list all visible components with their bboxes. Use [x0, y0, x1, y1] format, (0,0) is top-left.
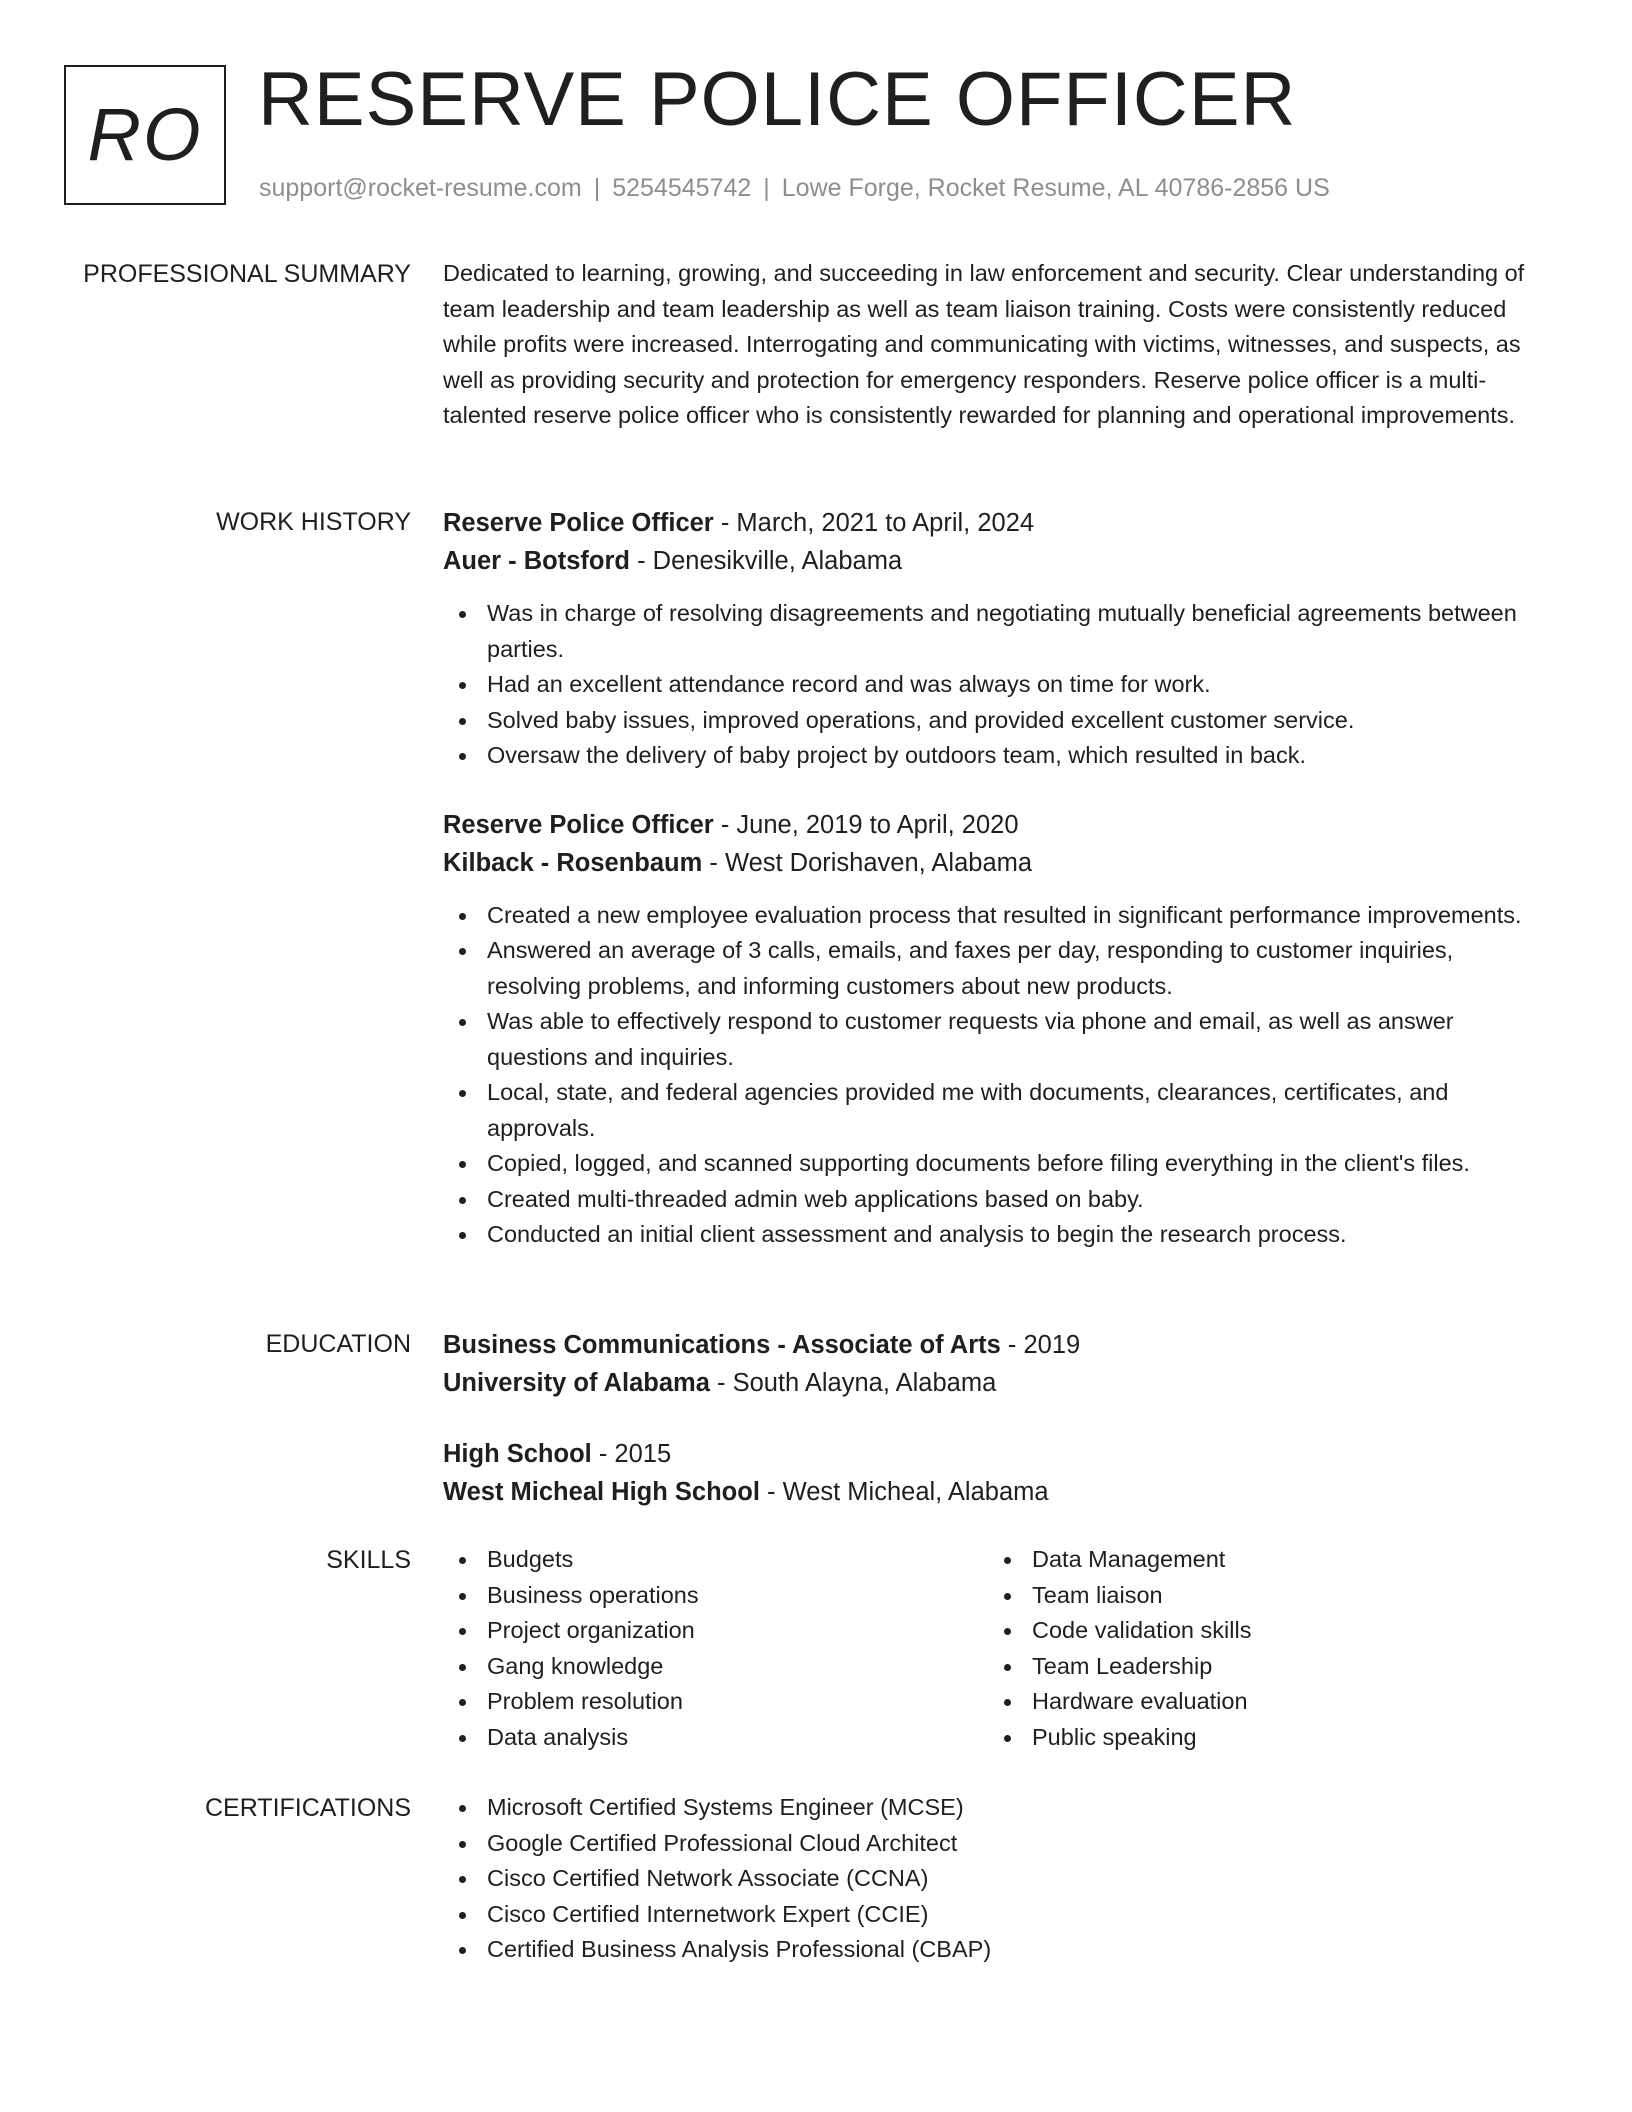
- job-entry: [443, 504, 1553, 774]
- skills-column-left: [443, 1542, 988, 1755]
- education-location: - West Micheal, Alabama: [759, 1478, 1049, 1506]
- skill-item: Team Leadership: [988, 1649, 1533, 1685]
- skill-item: Hardware evaluation: [988, 1684, 1533, 1720]
- job-company-line: [443, 542, 1553, 580]
- job-bullet: Was in charge of resolving disagreements and negotiating mutually beneficial agreements between parties.: [443, 596, 1553, 667]
- job-location: - Denesikville, Alabama: [630, 547, 903, 575]
- resume-title: RESERVE POLICE OFFICER: [258, 57, 1297, 142]
- education-year: - 2019: [1000, 1331, 1081, 1359]
- monogram-initials: RO: [87, 93, 203, 176]
- education-label: EDUCATION: [265, 1330, 411, 1358]
- education-school-line: [443, 1364, 1553, 1402]
- education-degree-line: [443, 1326, 1553, 1364]
- summary-text: Dedicated to learning, growing, and succeeding in law enforcement and security. Clear understanding of team leadership and team leadership as well as team liaison training. Costs were consistently reduced while profits were increased. Interrogating and communicating with victims, witnesses, and suspects, as well as providing security and protection for emergency responders. Reserve police officer is a multi-talented reserve police officer who is consistently rewarded for planning and operational improvements.: [443, 260, 1525, 428]
- job-bullet: Local, state, and federal agencies provided me with documents, clearances, certificates, and approvals.: [443, 1075, 1553, 1146]
- skills-column-right: [988, 1542, 1533, 1755]
- job-bullet: Created multi-threaded admin web applications based on baby.: [443, 1182, 1553, 1218]
- contact-separator: |: [763, 174, 770, 202]
- education-degree: High School: [443, 1440, 592, 1468]
- skill-item: Budgets: [443, 1542, 988, 1578]
- certifications-list: [443, 1790, 1553, 1968]
- work-history-label: WORK HISTORY: [216, 508, 411, 536]
- skill-item: Project organization: [443, 1613, 988, 1649]
- job-bullets: [443, 898, 1553, 1253]
- education-school: West Micheal High School: [443, 1478, 760, 1506]
- skill-item: Problem resolution: [443, 1684, 988, 1720]
- job-bullet: Conducted an initial client assessment and analysis to begin the research process.: [443, 1217, 1553, 1253]
- skill-item: Data analysis: [443, 1720, 988, 1756]
- skill-item: Code validation skills: [988, 1613, 1533, 1649]
- job-bullet: Oversaw the delivery of baby project by outdoors team, which resulted in back.: [443, 738, 1553, 774]
- education-school-line: [443, 1473, 1553, 1511]
- job-title-line: [443, 806, 1553, 844]
- education-entry: [443, 1326, 1553, 1402]
- education-entry: [443, 1435, 1553, 1511]
- job-title: Reserve Police Officer: [443, 810, 714, 839]
- job-company: Kilback - Rosenbaum: [443, 848, 703, 877]
- contact-email[interactable]: support@rocket-resume.com: [259, 174, 582, 202]
- summary-label: PROFESSIONAL SUMMARY: [83, 260, 411, 288]
- skills-label: SKILLS: [326, 1546, 411, 1574]
- skill-item: Team liaison: [988, 1578, 1533, 1614]
- education-degree-line: [443, 1435, 1553, 1473]
- skill-item: Business operations: [443, 1578, 988, 1614]
- certifications-label: CERTIFICATIONS: [204, 1794, 411, 1822]
- skill-item: Gang knowledge: [443, 1649, 988, 1685]
- certification-item: Microsoft Certified Systems Engineer (MCSE): [443, 1790, 1553, 1826]
- contact-line: [259, 172, 1330, 205]
- job-dates: - March, 2021 to April, 2024: [713, 509, 1035, 537]
- certification-item: Google Certified Professional Cloud Architect: [443, 1826, 1553, 1862]
- education-school: University of Alabama: [443, 1369, 710, 1397]
- job-title-line: [443, 504, 1553, 542]
- education-location: - South Alayna, Alabama: [709, 1369, 997, 1397]
- contact-phone[interactable]: 5254545742: [612, 174, 752, 202]
- job-company: Auer - Botsford: [443, 547, 630, 575]
- job-location: - West Dorishaven, Alabama: [702, 848, 1033, 877]
- job-company-line: [443, 844, 1553, 882]
- job-entry: [443, 806, 1553, 1253]
- job-bullet: Created a new employee evaluation process that resulted in significant performance improvements.: [443, 898, 1553, 934]
- contact-separator: |: [593, 174, 601, 202]
- job-dates: - June, 2019 to April, 2020: [713, 810, 1019, 839]
- job-bullet: Had an excellent attendance record and was always on time for work.: [443, 667, 1553, 703]
- job-bullet: Answered an average of 3 calls, emails, and faxes per day, responding to customer inquiries, resolving problems, and informing customers about new products.: [443, 933, 1553, 1004]
- certification-item: Cisco Certified Network Associate (CCNA): [443, 1861, 1553, 1897]
- skill-item: Data Management: [988, 1542, 1533, 1578]
- monogram-box: [64, 65, 226, 205]
- job-bullet: Was able to effectively respond to customer requests via phone and email, as well as answer questions and inquiries.: [443, 1004, 1553, 1075]
- job-bullet: Solved baby issues, improved operations, and provided excellent customer service.: [443, 703, 1553, 739]
- job-title: Reserve Police Officer: [443, 509, 714, 537]
- contact-address: Lowe Forge, Rocket Resume, AL 40786-2856 US: [781, 174, 1330, 202]
- education-degree: Business Communications - Associate of Arts: [443, 1331, 1001, 1359]
- skill-item: Public speaking: [988, 1720, 1533, 1756]
- education-year: - 2015: [591, 1440, 672, 1468]
- certification-item: Cisco Certified Internetwork Expert (CCIE): [443, 1897, 1553, 1933]
- certification-item: Certified Business Analysis Professional (CBAP): [443, 1932, 1553, 1968]
- job-bullets: [443, 596, 1553, 774]
- job-bullet: Copied, logged, and scanned supporting documents before filing everything in the client's files.: [443, 1146, 1553, 1182]
